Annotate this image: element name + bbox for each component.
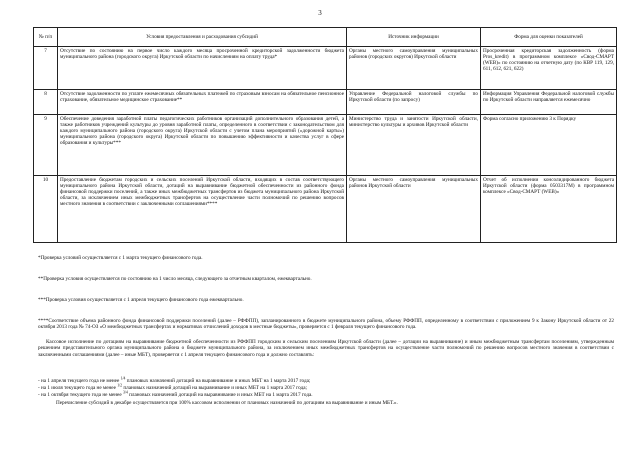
table-header-row xyxy=(34,28,617,47)
table-row xyxy=(34,47,617,90)
header-form: Форма для оценки показателей xyxy=(481,28,617,47)
row-source: Органы местного самоуправления муниципальных районов Иркутской области xyxy=(347,176,481,243)
closing-paragraph: Перечисление субсидий в декабре осуществляется при 100% кассовом исполнении от плановых назначений по дотациям на выравнивание и иным МБТ.». xyxy=(56,400,398,406)
list-item-text: - на 1 октября текущего года не менее xyxy=(38,392,123,398)
table-row xyxy=(34,115,617,176)
list-item xyxy=(38,392,614,398)
row-condition: Обеспечение доведения заработной платы педагогических работников организаций дополнительного образования детей, а также работников учреждений культуры до уровня заработной платы, определенного в соответствии с законодательством для каждого муниципального района (городского округа) Иркутской области с учетом плана мероприятий («дорожной карты») муниципального района (городского округа) Иркутской области по повышению эффективности и качества услуг в сфере образования и культуры*** xyxy=(58,115,347,176)
table-row xyxy=(34,176,617,243)
row-source: Министерство труда и занятости Иркутской области, министерство культуры и архивов Иркутской области xyxy=(347,115,481,176)
list-item xyxy=(38,378,614,384)
row-num: 8 xyxy=(34,90,58,115)
header-num: № п/п xyxy=(34,28,58,47)
table-row xyxy=(34,90,617,115)
footnote-paragraph: Кассовое исполнение по дотациям на выравнивание бюджетной обеспеченности из РФФПП городским и сельским поселениям Иркутской области (далее – дотации на выравнивание) и иным межбюджетным трансфертам поселениям, утвержденным решением представительного органа муниципального района о бюджете муниципального района, за исключением иных межбюджетных трансфертов на осуществление части полномочий по решению вопросов местного значения в соответствии с заключенными соглашениями (далее – иные МБТ), проверяется с 1 апреля текущего финансового года и должно составлять: xyxy=(38,339,614,358)
row-form: Просроченная кредиторская задолженность (форма Pros_kredit) в программном комплексе «Свод-СМАРТ (WEB)» по состоянию на отчетную дату (по КВР 119, 129, 611, 612, 621, 622) xyxy=(481,47,617,90)
page-number: 3 xyxy=(318,9,322,17)
fraction: 1/4 xyxy=(120,376,126,381)
footnote-1: *Проверка условий осуществляется с 1 марта текущего финансового года. xyxy=(38,255,203,261)
row-form: Отчет об исполнении консолидированного бюджета Иркутской области (форма 0503317М) в программном комплексе «Свод-СМАРТ (WEB)» xyxy=(481,176,617,243)
list-item-text: плановых назначений дотаций на выравнивание и иных МБТ на 1 марта 2017 года; xyxy=(122,385,307,391)
row-num: 10 xyxy=(34,176,58,243)
row-condition: Предоставление бюджетам городских и сельских поселений Иркутской области, входящих в состав соответствующего муниципального района Иркутской области, дотаций на выравнивание бюджетной обеспеченности из районного фонда финансовой поддержки поселений, а также иных межбюджетных трансфертов из бюджета муниципального района Иркутской области, за исключением иных межбюджетных трансфертов на осуществление части полномочий по решению вопросов местного значения в соответствии с заключенными соглашениями**** xyxy=(58,176,347,243)
list-item-text: плановых назначений дотаций на выравнивание и иных МБТ на 1 марта 2017 года; xyxy=(125,378,311,384)
row-form: Информация Управления Федеральной налоговой службы по Иркутской области направляется ежемесячно xyxy=(481,90,617,115)
row-condition: Отсутствие задолженности по уплате ежемесячных обязательных платежей по страховым взносам на обязательное пенсионное страхование, обязательное медицинское страхование** xyxy=(58,90,347,115)
row-num: 9 xyxy=(34,115,58,176)
list-item-text: - на 1 июля текущего года не менее xyxy=(38,385,118,391)
header-condition: Условия предоставления и расходования субсидий xyxy=(58,28,347,47)
header-source: Источник информации xyxy=(347,28,481,47)
footnote-3: ***Проверка условия осуществляется с 1 апреля текущего финансового года ежеквартально. xyxy=(38,297,244,303)
row-condition: Отсутствие по состоянию на первое число каждого месяца просроченной кредиторской задолженности бюджета муниципального района (городского округа) Иркутской области по начислениям на оплату труда* xyxy=(58,47,347,90)
footnote-4: ****Соответствие объема районного фонда финансовой поддержки поселений (далее – РФФПП), запланированного в бюджете муниципального района, объему РФФПП, определенному в соответствии с приложением 9 к Закону Иркутской области от 22 октября 2013 года № 74-ОЗ «О межбюджетных трансфертах и нормативах отчислений доходов в местные бюджеты», проверяется с 1 февраля текущего финансового года. xyxy=(38,318,614,331)
list-item-text: - на 1 апреля текущего года не менее xyxy=(38,378,121,384)
row-source: Органы местного самоуправления муниципальных районов (городских округов) Иркутской области xyxy=(347,47,481,90)
fraction: 1/2 xyxy=(117,383,123,388)
row-source: Управление Федеральной налоговой службы по Иркутской области (по запросу) xyxy=(347,90,481,115)
footnote-2: **Проверка условия осуществляется по состоянию на 1 число месяца, следующего за отчетным кварталом, ежеквартально. xyxy=(38,276,312,282)
row-form: Форма согласно приложению 3 к Порядку xyxy=(481,115,617,176)
fraction: 3/4 xyxy=(122,390,128,395)
list-item-text: плановых назначений дотаций на выравнивание и иных МБТ на 1 марта 2017 года. xyxy=(127,392,313,398)
conditions-table xyxy=(33,27,617,243)
row-num: 7 xyxy=(34,47,58,90)
